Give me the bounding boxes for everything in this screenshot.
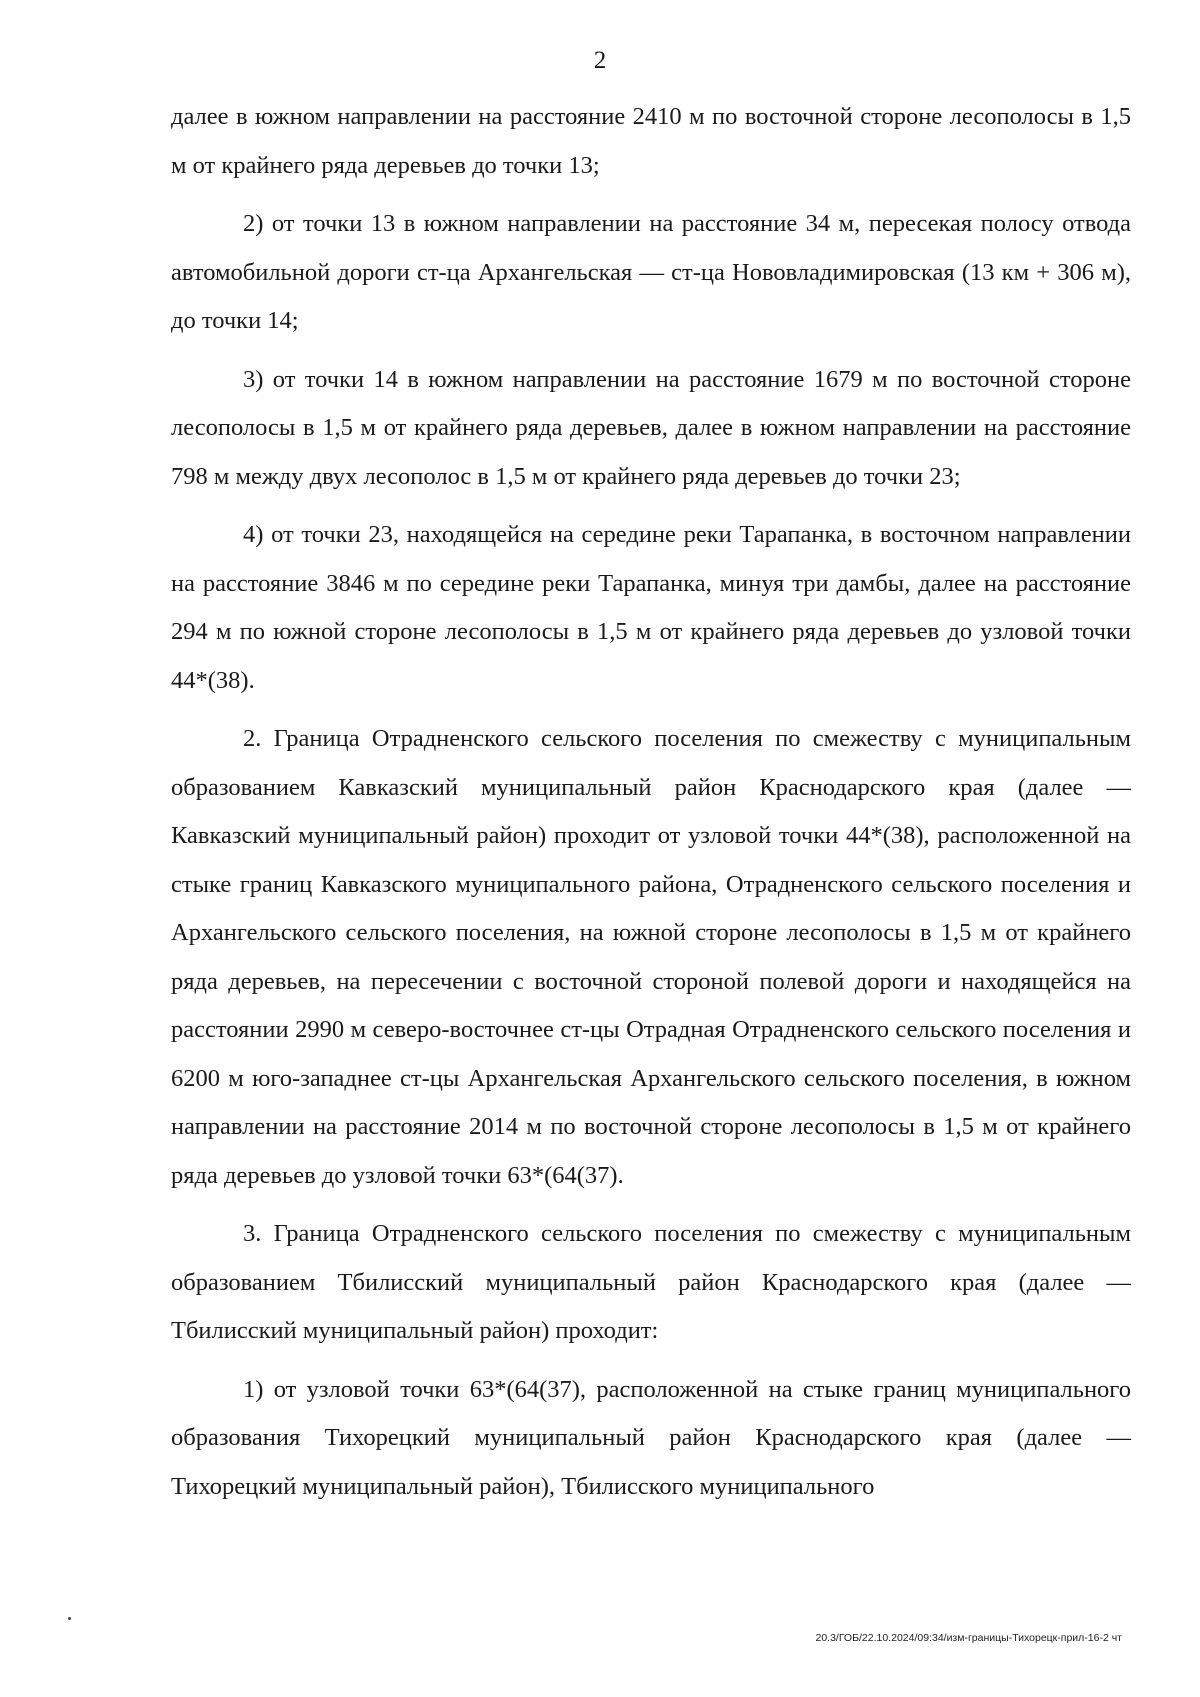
- paragraph-continuation: далее в южном направлении на расстояние 2410 м по восточной стороне лесополосы в 1,5 м от крайнего ряда деревьев до точки 13;: [171, 103, 1131, 179]
- document-body: [171, 93, 1131, 1521]
- footer-document-code: 20.3/ГОБ/22.10.2024/09:34/изм-границы-Тихорецк-прил-16-2 чт: [815, 1632, 1122, 1644]
- paragraph-item-4: 4) от точки 23, находящейся на середине реки Тарапанка, в восточном направлении на расстояние 3846 м по середине реки Тарапанка, минуя три дамбы, далее на расстояние 294 м по южной стороне лесополосы в 1,5 м от крайнего ряда деревьев до узловой точки 44*(38).: [171, 521, 1131, 694]
- paragraph-section-3: 3. Граница Отрадненского сельского поселения по смежеству с муниципальным образованием Тбилисский муниципальный район Краснодарского края (далее — Тбилисский муниципальный район) проходит:: [171, 1220, 1131, 1344]
- paragraph-section-2: 2. Граница Отрадненского сельского поселения по смежеству с муниципальным образованием Кавказский муниципальный район Краснодарского края (далее — Кавказский муниципальный район) проходит от узловой точки 44*(38), расположенной на стыке границ Кавказского муниципального района, Отрадненского сельского поселения и Архангельского сельского поселения, на южной стороне лесополосы в 1,5 м от крайнего ряда деревьев, на пересечении с восточной стороной полевой дороги и находящейся на расстоянии 2990 м северо-восточнее ст-цы Отрадная Отрадненского сельского поселения и 6200 м юго-западнее ст-цы Архангельская Архангельского сельского поселения, в южном направлении на расстояние 2014 м по восточной стороне лесополосы в 1,5 м от крайнего ряда деревьев до узловой точки 63*(64(37).: [171, 725, 1131, 1189]
- paragraph-section-3-item-1: 1) от узловой точки 63*(64(37), расположенной на стыке границ муниципального образования Тихорецкий муниципальный район Краснодарского края (далее — Тихорецкий муниципальный район), Тбилисского муниципального: [171, 1375, 1131, 1500]
- page-number: 2: [593, 47, 607, 74]
- scan-artifact-dot: [68, 1617, 71, 1620]
- paragraph-item-2: 2) от точки 13 в южном направлении на расстояние 34 м, пересекая полосу отвода автомобильной дороги ст-ца Архангельская — ст-ца Нововладимировская (13 км + 306 м), до точки 14;: [171, 210, 1131, 334]
- paragraph-item-3: 3) от точки 14 в южном направлении на расстояние 1679 м по восточной стороне лесополосы в 1,5 м от крайнего ряда деревьев, далее в южном направлении на расстояние 798 м между двух лесополос в 1,5 м от крайнего ряда деревьев до точки 23;: [171, 365, 1131, 490]
